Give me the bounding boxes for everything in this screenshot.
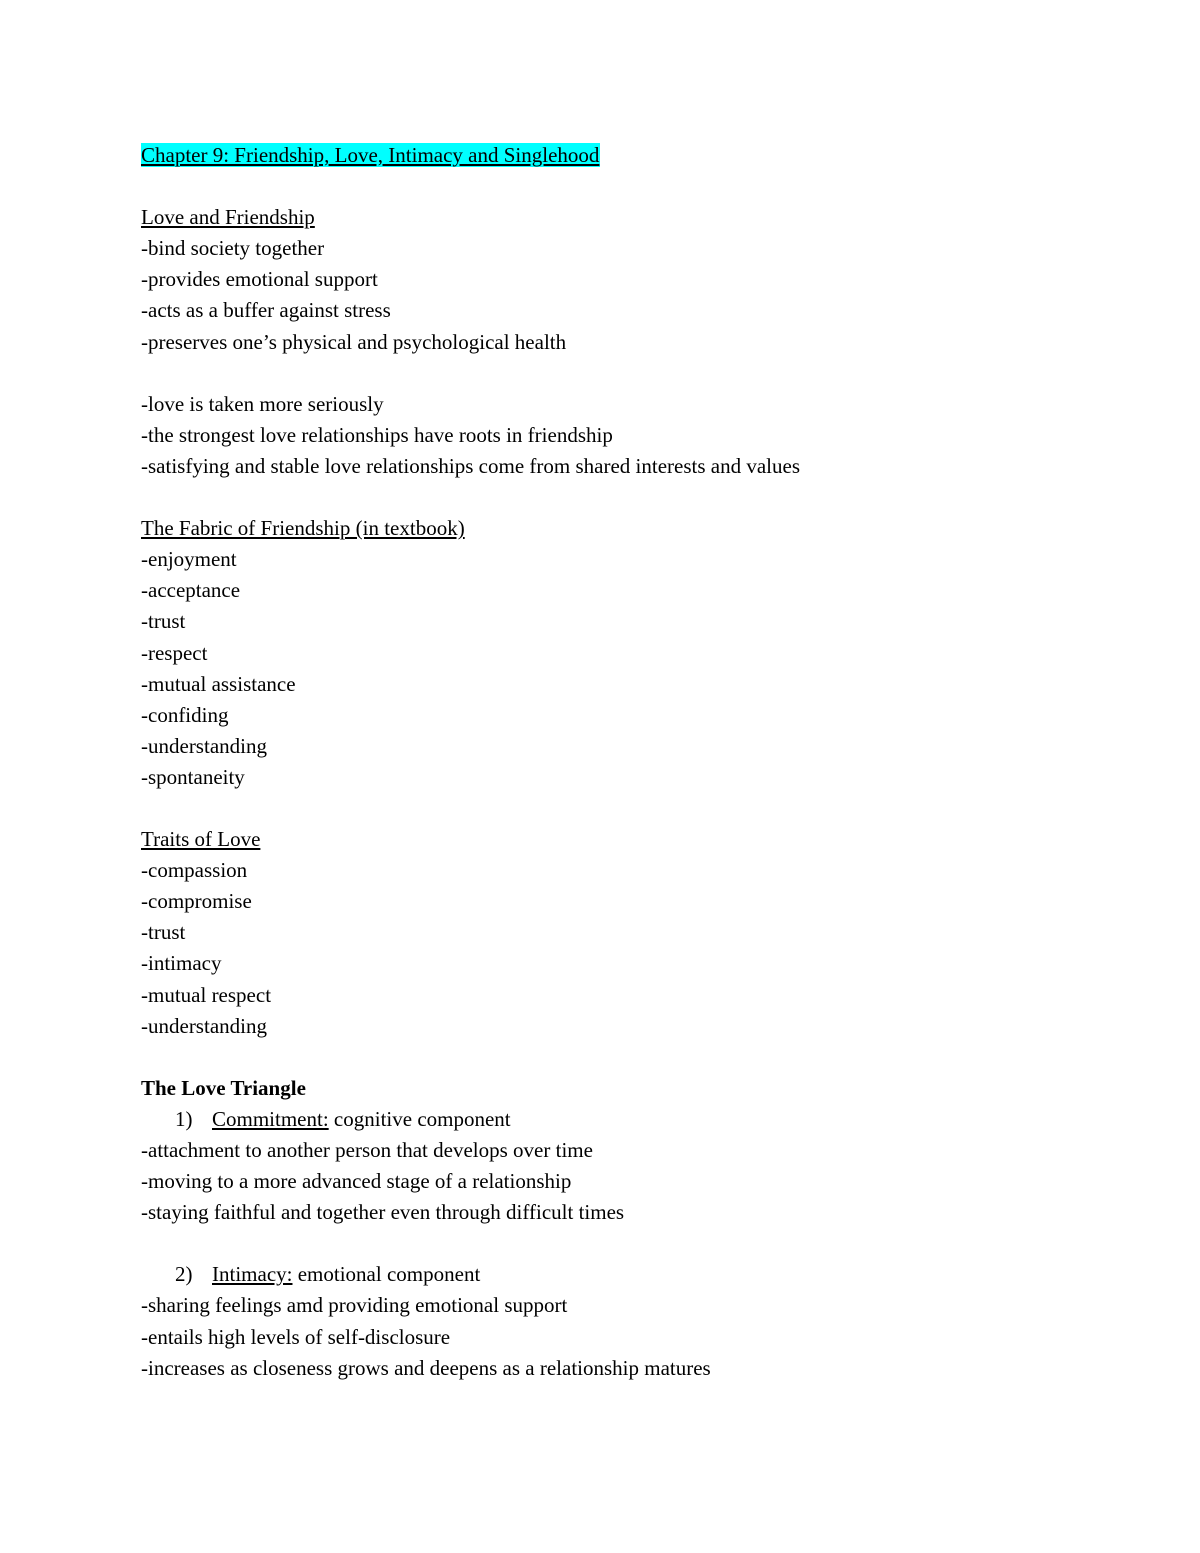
spacer <box>141 1228 1141 1259</box>
section-heading-fabric: The Fabric of Friendship (in textbook) <box>141 516 465 541</box>
spacer <box>141 171 1141 202</box>
spacer <box>141 793 1141 824</box>
list-item: -bind society together <box>141 236 325 261</box>
list-item: -understanding <box>141 733 267 758</box>
spacer <box>141 1042 1141 1073</box>
list-item: -satisfying and stable love relationships come from shared interests and values <box>141 453 800 478</box>
document-page <box>141 140 1141 1384</box>
section-heading-traits: Traits of Love <box>141 827 261 852</box>
term-description: cognitive component <box>328 1106 511 1131</box>
list-item: -entails high levels of self-disclosure <box>141 1324 451 1349</box>
section-heading-traits-line <box>141 824 1141 855</box>
term-commitment: Commitment: <box>212 1106 329 1131</box>
spacer <box>141 358 1141 389</box>
list-item: -respect <box>141 640 208 665</box>
term-intimacy: Intimacy: <box>212 1262 293 1287</box>
spacer <box>141 482 1141 513</box>
list-item: -intimacy <box>141 951 222 976</box>
list-item: -love is taken more seriously <box>141 391 384 416</box>
list-item: -trust <box>141 920 186 945</box>
list-item: -increases as closeness grows and deepens as a relationship matures <box>141 1355 711 1380</box>
list-item: -confiding <box>141 702 229 727</box>
item-number: 2) <box>175 1262 193 1287</box>
list-item: -sharing feelings amd providing emotional support <box>141 1293 568 1318</box>
document-title: Chapter 9: Friendship, Love, Intimacy and Singlehood <box>141 143 600 167</box>
list-item: -staying faithful and together even through difficult times <box>141 1200 625 1225</box>
list-item: -provides emotional support <box>141 267 378 292</box>
document-title-line <box>141 140 1141 171</box>
section-heading-love-triangle: The Love Triangle <box>141 1075 306 1100</box>
list-item: -trust <box>141 609 186 634</box>
list-item: -understanding <box>141 1013 267 1038</box>
numbered-item-commitment <box>141 1104 1141 1135</box>
list-item: -acceptance <box>141 578 241 603</box>
list-item: -mutual respect <box>141 982 272 1007</box>
list-item: -spontaneity <box>141 764 245 789</box>
list-item: -acts as a buffer against stress <box>141 298 391 323</box>
item-number: 1) <box>175 1106 193 1131</box>
list-item: -preserves one’s physical and psychological health <box>141 329 567 354</box>
list-item: -compassion <box>141 858 248 883</box>
section-heading-love-friendship: Love and Friendship <box>141 205 315 230</box>
term-description: emotional component <box>292 1262 481 1287</box>
section-heading-fabric-line <box>141 513 1141 544</box>
list-item: -mutual assistance <box>141 671 296 696</box>
list-item: -compromise <box>141 889 252 914</box>
list-item: -attachment to another person that develops over time <box>141 1138 593 1162</box>
list-item: -the strongest love relationships have roots in friendship <box>141 422 613 447</box>
list-item: -moving to a more advanced stage of a relationship <box>141 1169 572 1194</box>
section-heading-love-friendship-line <box>141 202 1141 233</box>
list-item: -enjoyment <box>141 547 237 572</box>
numbered-item-intimacy <box>141 1259 1141 1290</box>
